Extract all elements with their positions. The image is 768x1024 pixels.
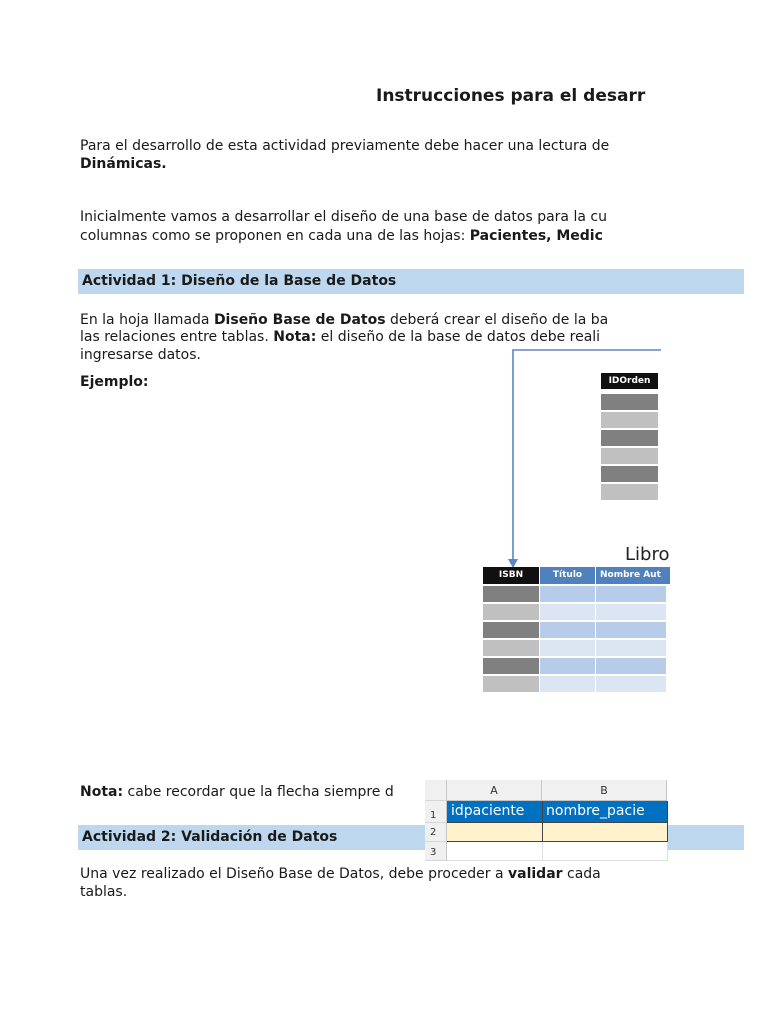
libro-autor-cell: [596, 586, 666, 602]
note-text: cabe recordar que la flecha siempre d: [123, 784, 394, 800]
initial-line-1: Inicialmente vamos a desarrollar el diseño de una base de datos para la cu: [80, 209, 607, 225]
sheet-cell-b1[interactable]: nombre_pacie: [543, 801, 668, 823]
initial-bold-text: Pacientes, Medic: [469, 228, 603, 244]
libro-autor-cell: [596, 640, 666, 656]
activity-1-text-b: deberá crear el diseño de la ba: [385, 312, 609, 328]
libro-titulo-cell: [540, 622, 595, 638]
activity-1-bold-b: Nota:: [273, 329, 317, 345]
activity-1-header-text: Actividad 1: Diseño de la Base de Datos: [82, 273, 397, 289]
libro-isbn-cell: [483, 640, 539, 656]
libro-isbn-cell: [483, 676, 539, 692]
sheet-row-header-3: 3: [425, 842, 447, 861]
orders-table-cell: [601, 466, 658, 482]
intro-line-2: [80, 155, 661, 173]
sheet-cell-a1[interactable]: idpaciente: [447, 801, 543, 823]
sheet-row-header-2: 2: [425, 823, 447, 842]
activity-2-bold: validar: [508, 866, 563, 882]
libro-header-isbn: ISBN: [483, 567, 539, 584]
example-label-text: Ejemplo:: [80, 374, 149, 390]
note-bold: Nota:: [80, 784, 124, 800]
activity-2-line-2: tablas.: [80, 884, 128, 900]
libro-autor-cell: [596, 676, 666, 692]
orders-table-header: IDOrden: [601, 373, 658, 389]
libro-table-title: Libro: [625, 544, 670, 565]
libro-autor-cell: [596, 658, 666, 674]
sheet-column-header-b: B: [542, 780, 667, 801]
activity-2-text-b: cada: [562, 866, 601, 882]
orders-table-cell: [601, 412, 658, 428]
libro-isbn-cell: [483, 622, 539, 638]
initial-text: columnas como se proponen en cada una de las hojas:: [80, 228, 470, 244]
libro-titulo-cell: [540, 586, 595, 602]
libro-titulo-cell: [540, 676, 595, 692]
activity-2-header-text: Actividad 2: Validación de Datos: [82, 829, 338, 845]
sheet-cell-a2[interactable]: [447, 823, 543, 842]
activity-1-text-a: En la hoja llamada: [80, 312, 214, 328]
activity-1-bold-a: Diseño Base de Datos: [213, 312, 386, 328]
libro-header-titulo: Título: [540, 567, 595, 584]
libro-titulo-cell: [540, 640, 595, 656]
activity-1-text-d: el diseño de la base de datos debe reali: [316, 329, 601, 345]
libro-isbn-cell: [483, 586, 539, 602]
activity-1-line-2: [80, 328, 661, 346]
libro-isbn-cell: [483, 604, 539, 620]
sheet-cell-b2[interactable]: [543, 823, 668, 842]
orders-table-cell: [601, 484, 658, 500]
page-title: Instrucciones para el desarr: [376, 86, 646, 106]
orders-table-cell: [601, 448, 658, 464]
sheet-cell-a3[interactable]: [447, 842, 543, 861]
intro-bold-text: Dinámicas.: [80, 156, 167, 172]
sheet-column-header-a: A: [447, 780, 542, 801]
sheet-cell-b3[interactable]: [543, 842, 668, 861]
activity-2-text-a: Una vez realizado el Diseño Base de Datos, debe proceder a: [80, 866, 509, 882]
spreadsheet-snippet: [425, 780, 661, 860]
activity-1-header: [78, 269, 744, 294]
orders-table-cell: [601, 430, 658, 446]
libro-autor-cell: [596, 622, 666, 638]
libro-titulo-cell: [540, 604, 595, 620]
libro-titulo-cell: [540, 658, 595, 674]
activity-1-line-3: ingresarse datos.: [80, 347, 201, 363]
activity-1-line-1: [80, 311, 661, 329]
intro-line-1: Para el desarrollo de esta actividad previamente debe hacer una lectura de: [80, 138, 610, 154]
activity-2-line-1: [80, 865, 661, 883]
sheet-corner: [425, 780, 447, 801]
sheet-row-header-1: 1: [425, 801, 447, 823]
initial-line-2: [80, 227, 661, 245]
libro-isbn-cell: [483, 658, 539, 674]
libro-header-autor: Nombre Aut: [596, 567, 670, 584]
orders-table-cell: [601, 394, 658, 410]
note-line: [80, 783, 425, 801]
libro-autor-cell: [596, 604, 666, 620]
activity-1-text-c: las relaciones entre tablas.: [80, 329, 274, 345]
arrow-text-mask: [470, 345, 662, 352]
libro-table: [483, 567, 661, 695]
